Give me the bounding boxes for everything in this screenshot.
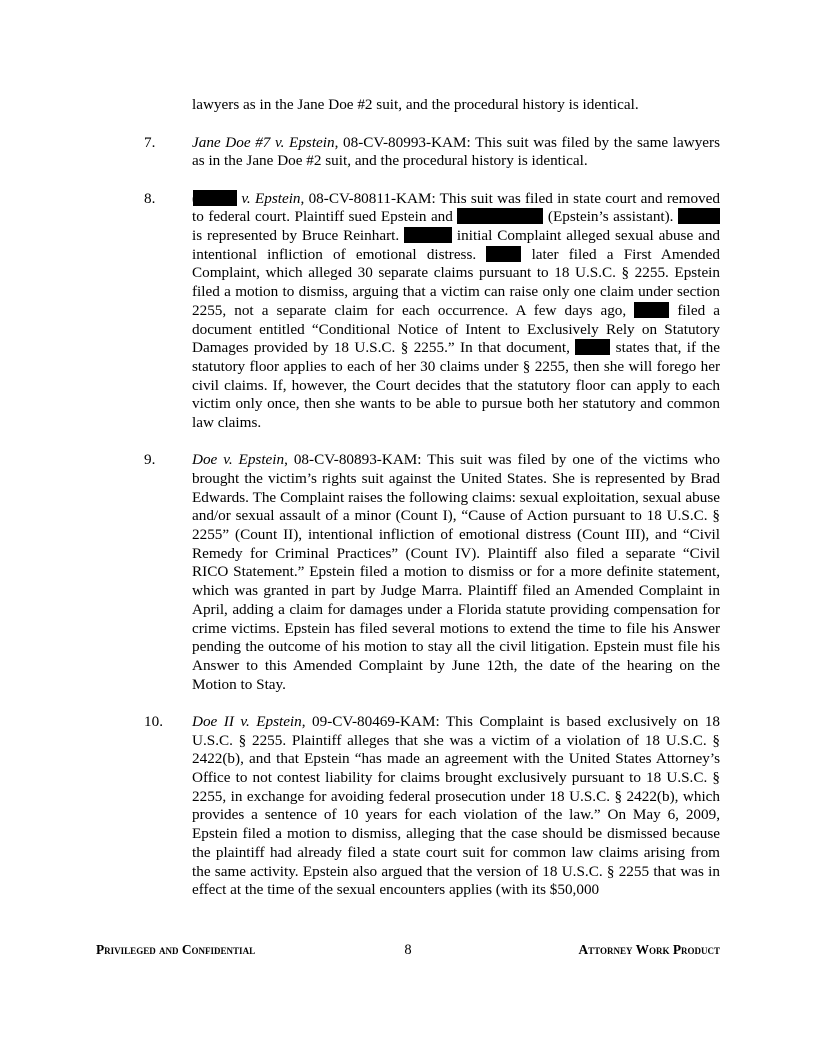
item-paragraph [192,451,720,694]
list-item-7 [96,134,720,171]
item-number: 9. [144,451,156,469]
footer-work-product-label: Attorney Work Product [578,942,720,957]
list-item-8 [96,190,720,433]
item-text-part: (Epstein’s assistant). [543,208,678,226]
item-text-part: initial Complaint alleged sexual abuse and intentional infliction of emotional distress. [192,227,721,263]
page-number: 8 [404,942,412,958]
redaction-box [575,339,610,355]
page-footer [96,942,720,962]
redaction-box [634,302,669,318]
redaction-box [486,246,521,262]
item-text-part: later filed a First Amended Complaint, which alleged 30 separate claims pursuant to 18 U.S.C. § 2255. Epstein filed a motion to dismiss, arguing that a victim can raise only one claim under section 2255, not a separate claim for each occurrence. A few days ago, [192,245,720,319]
item-number: 10. [144,712,163,730]
item-paragraph [192,134,720,171]
body-text [96,96,720,918]
continued-paragraph: lawyers as in the Jane Doe #2 suit, and the procedural history is identical. [192,96,639,113]
item-number: 8. [144,189,156,207]
item-text-part: is represented by Bruce Reinhart. [192,227,405,245]
redaction-box [193,190,237,206]
redaction-box [404,227,452,243]
redaction-box [678,208,720,224]
case-name: Jane Doe #7 v. Epstein [192,133,335,151]
redaction-box [457,208,543,224]
case-name: v. Epstein [237,189,301,207]
footer-privileged-label: Privileged and Confidential [96,942,256,957]
item-paragraph [192,190,720,433]
case-name: Doe v. Epstein [192,451,285,469]
item-paragraph [192,713,720,900]
list-item-10 [96,713,720,900]
item-text-part: states that, if the statutory floor applies to each of her 30 claims under § 2255, then she will forego her civil claims. If, however, the Court decides that the statutory floor can apply to each victim only once, then she wants to be able to pursue both her statutory and common law claims. [192,339,720,432]
item-number: 7. [144,133,156,151]
case-name: Doe II v. Epstein [192,712,302,730]
item-text: , 09-CV-80469-KAM: This Complaint is based exclusively on 18 U.S.C. § 2255. Plaintiff alleges that she was a victim of a violation of 18 U.S.C. § 2422(b), and that Epstein “has made an agreement with the United States Attorney’s Office to not contest liability for claims brought exclusively pursuant to 18 U.S.C. § 2255, in exchange for avoiding federal prosecution under 18 U.S.C. § 2422(b), which provides a sentence of 10 years for each violation of the law.” On May 6, 2009, Epstein filed a motion to dismiss, alleging that the case should be dismissed because the plaintiff had already filed a state court suit for common law claims arising from the same activity. Epstein also argued that the version of 18 U.S.C. § 2255 that was in effect at the time of the sexual encounters applies (with its $50,000 [192,712,721,899]
item-text: , 08-CV-80993-KAM: This suit was filed by the same lawyers as in the Jane Doe #2 suit, and the procedural history is identical. [192,133,721,170]
item-text-part: filed a document entitled “Conditional Notice of Intent to Exclusively Rely on Statutory Damages provided by 18 U.S.C. § 2255.” In that document, [192,301,721,357]
item-text: , 08-CV-80893-KAM: This suit was filed by one of the victims who brought the victim’s rights suit against the United States. She is represented by Brad Edwards. The Complaint raises the following claims: sexual exploitation, sexual abuse and/or sexual assault of a minor (Count I), “Cause of Action pursuant to 18 U.S.C. § 2255” (Count II), intentional infliction of emotional distress (Count III), and “Civil Remedy for Criminal Practices” (Count IV). Plaintiff also filed a separate “Civil RICO Statement.” Epstein filed a motion to dismiss or for a more definite statement, which was granted in part by Judge Marra. Plaintiff filed an Amended Complaint in April, adding a claim for damages under a Florida statute providing compensation for crime victims. Epstein has filed several motions to extend the time to file his Answer pending the outcome of his motion to stay all the civil litigation. Epstein must file his Answer to this Amended Complaint by June 12th, the date of the hearing on the Motion to Stay. [192,451,720,693]
list-item-9 [96,451,720,694]
item-text-part: , 08-CV-80811-KAM: This suit was filed in state court and removed to federal court. Plaintiff sued Epstein and [192,189,720,226]
